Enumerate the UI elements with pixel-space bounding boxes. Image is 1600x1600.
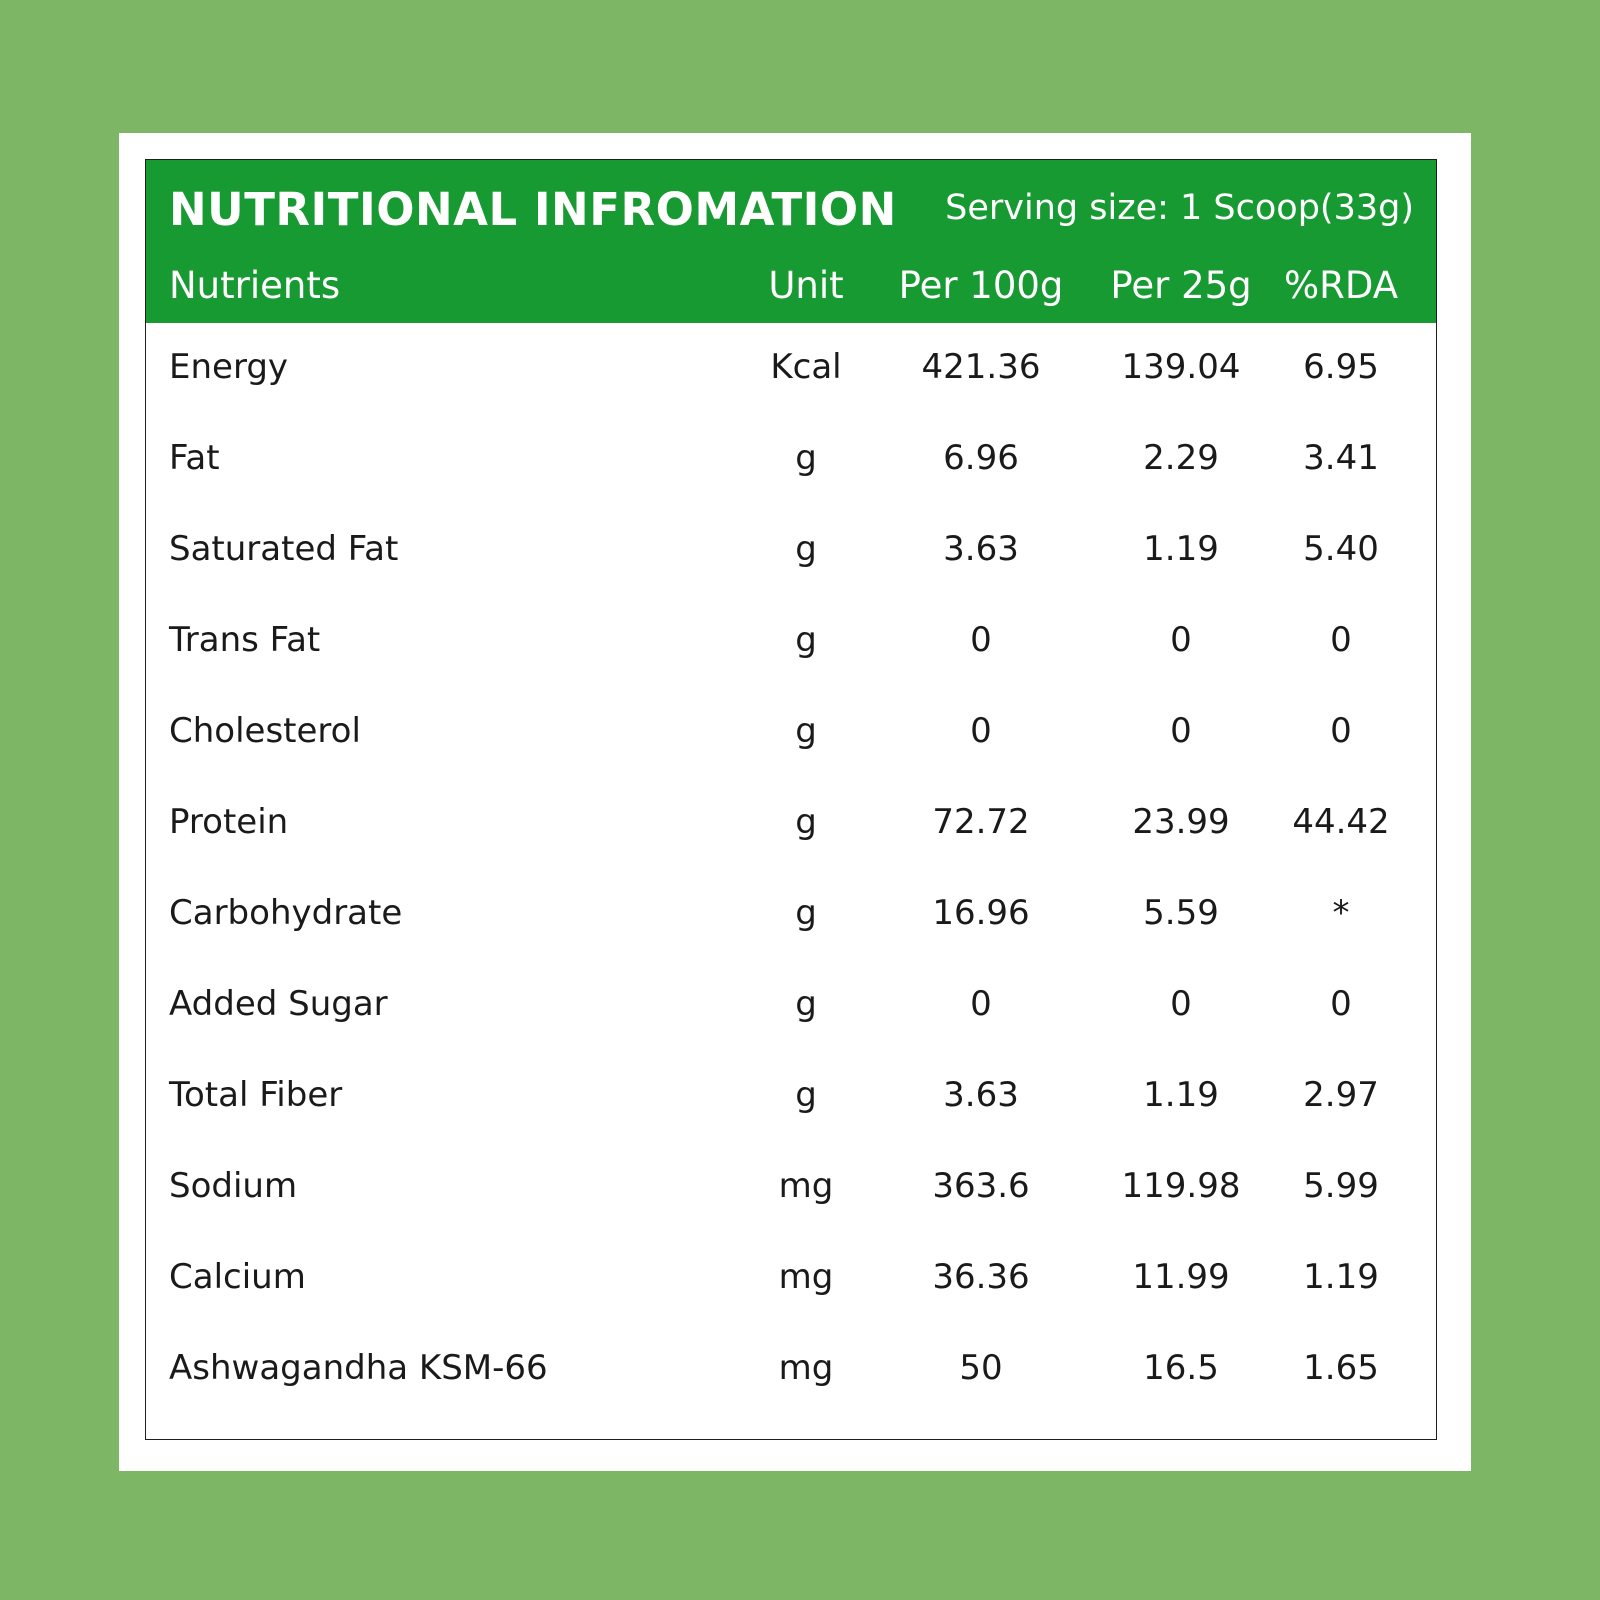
value-per-25g: 16.5 (1143, 1348, 1219, 1388)
nutrient-name: Ashwagandha KSM-66 (169, 1348, 548, 1388)
nutrient-name: Calcium (169, 1257, 306, 1297)
value-per-100g: 36.36 (932, 1257, 1030, 1297)
value-rda: 0 (1330, 984, 1352, 1024)
nutrient-name: Saturated Fat (169, 529, 399, 569)
table-row (146, 596, 1436, 687)
value-per-25g: 5.59 (1143, 893, 1219, 933)
nutrient-name: Added Sugar (169, 984, 388, 1024)
column-header-nutrients: Nutrients (169, 264, 341, 307)
value-per-100g: 363.6 (932, 1166, 1030, 1206)
nutrient-unit: g (795, 893, 817, 933)
value-per-25g: 1.19 (1143, 1075, 1219, 1115)
value-per-25g: 11.99 (1132, 1257, 1230, 1297)
value-per-100g: 72.72 (932, 802, 1030, 842)
value-rda: 1.19 (1303, 1257, 1379, 1297)
table-row (146, 1051, 1436, 1142)
value-per-25g: 1.19 (1143, 529, 1219, 569)
value-per-100g: 16.96 (932, 893, 1030, 933)
nutrient-name: Sodium (169, 1166, 298, 1206)
nutrient-unit: g (795, 1075, 817, 1115)
nutrient-name: Trans Fat (169, 620, 321, 660)
table-row (146, 505, 1436, 596)
value-per-100g: 3.63 (943, 1075, 1019, 1115)
nutrient-name: Carbohydrate (169, 893, 403, 933)
value-per-100g: 0 (970, 984, 992, 1024)
table-title: NUTRITIONAL INFROMATION (169, 183, 897, 236)
value-rda: 0 (1330, 711, 1352, 751)
nutrient-name: Energy (169, 347, 289, 387)
value-rda: 2.97 (1303, 1075, 1379, 1115)
nutrient-name: Protein (169, 802, 289, 842)
value-per-25g: 0 (1170, 620, 1192, 660)
nutrition-card (119, 133, 1471, 1471)
column-header-rda: %RDA (1283, 264, 1399, 307)
nutrient-unit: mg (778, 1166, 834, 1206)
nutrient-unit: mg (778, 1348, 834, 1388)
value-rda: 0 (1330, 620, 1352, 660)
value-per-100g: 3.63 (943, 529, 1019, 569)
nutrient-name: Cholesterol (169, 711, 361, 751)
table-row (146, 778, 1436, 869)
nutrition-table (145, 159, 1437, 1440)
nutrient-unit: mg (778, 1257, 834, 1297)
value-per-100g: 421.36 (921, 347, 1041, 387)
value-rda: 5.40 (1303, 529, 1379, 569)
value-rda: 1.65 (1303, 1348, 1379, 1388)
value-per-100g: 0 (970, 620, 992, 660)
column-header-per-25g: Per 25g (1110, 264, 1252, 307)
table-header (146, 160, 1436, 323)
value-per-25g: 119.98 (1121, 1166, 1241, 1206)
nutrient-name: Total Fiber (169, 1075, 343, 1115)
serving-size: Serving size: 1 Scoop(33g) (945, 188, 1414, 228)
nutrient-unit: g (795, 529, 817, 569)
table-row (146, 869, 1436, 960)
table-row (146, 1324, 1436, 1415)
value-rda: 6.95 (1303, 347, 1379, 387)
table-row (146, 1142, 1436, 1233)
nutrient-unit: g (795, 802, 817, 842)
value-per-100g: 0 (970, 711, 992, 751)
nutrient-unit: g (795, 438, 817, 478)
value-rda: 44.42 (1292, 802, 1390, 842)
nutrient-unit: g (795, 620, 817, 660)
column-header-per-100g: Per 100g (898, 264, 1064, 307)
value-rda: * (1332, 893, 1350, 933)
nutrient-unit: g (795, 984, 817, 1024)
value-per-100g: 50 (959, 1348, 1003, 1388)
value-per-25g: 0 (1170, 984, 1192, 1024)
value-per-100g: 6.96 (943, 438, 1019, 478)
value-per-25g: 139.04 (1121, 347, 1241, 387)
table-row (146, 960, 1436, 1051)
table-row (146, 1233, 1436, 1324)
value-per-25g: 2.29 (1143, 438, 1219, 478)
value-rda: 5.99 (1303, 1166, 1379, 1206)
column-header-unit: Unit (768, 264, 844, 307)
value-per-25g: 23.99 (1132, 802, 1230, 842)
table-row (146, 687, 1436, 778)
nutrient-unit: Kcal (770, 347, 842, 387)
value-per-25g: 0 (1170, 711, 1192, 751)
nutrient-name: Fat (169, 438, 220, 478)
table-row (146, 414, 1436, 505)
table-row (146, 323, 1436, 414)
nutrient-unit: g (795, 711, 817, 751)
value-rda: 3.41 (1303, 438, 1379, 478)
